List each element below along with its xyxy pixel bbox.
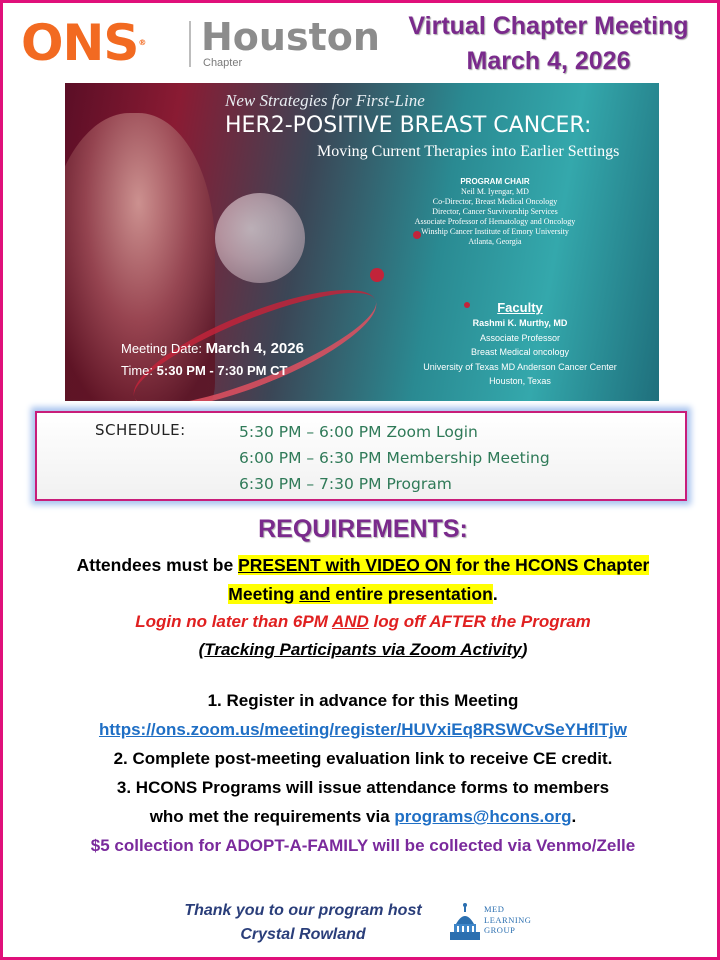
- program-banner: [65, 83, 659, 401]
- sponsor-name: [484, 904, 531, 936]
- logo-city: Houston: [201, 15, 380, 59]
- host-thanks: [163, 899, 443, 947]
- tracking-paren: ): [521, 640, 528, 659]
- schedule-item: 6:00 PM – 6:30 PM Membership Meeting: [239, 449, 550, 467]
- requirements-title: REQUIREMENTS:: [258, 515, 468, 543]
- req-period: .: [492, 584, 498, 604]
- req-text: Attendees must be: [76, 555, 239, 575]
- chair-name: Neil M. Iyengar, MD: [461, 187, 529, 196]
- steps-list: [3, 686, 720, 860]
- login-text: log off AFTER the Program: [368, 612, 591, 631]
- sponsor-line: LEARNING: [484, 914, 532, 925]
- chair-title-line: Associate Professor of Hematology and Oncology: [414, 217, 576, 226]
- meeting-title: Virtual Chapter Meeting: [408, 12, 689, 40]
- meeting-details: [121, 338, 304, 382]
- faculty-title-line: Breast Medical oncology: [470, 347, 570, 357]
- register-link[interactable]: https://ons.zoom.us/meeting/register/HUVxiEq8RSWCvSeYHflTjw: [98, 720, 628, 739]
- logo-brand: ONS: [21, 14, 139, 72]
- meeting-date-label: Meeting Date:: [121, 341, 202, 356]
- faculty-institution: University of Texas MD Anderson Cancer Center: [423, 361, 617, 372]
- step-attendance: 3. HCONS Programs will issue attendance forms to members: [116, 778, 610, 797]
- attendance-requirement: [13, 551, 713, 609]
- faculty-label: Faculty: [497, 300, 543, 315]
- registered-mark-icon: ®: [138, 38, 146, 47]
- meeting-header: [391, 9, 706, 79]
- decorative-dots: [370, 268, 384, 282]
- banner-subtitle-bottom: Moving Current Therapies into Earlier Settings: [317, 143, 620, 160]
- chair-title-line: Director, Cancer Survivorship Services: [432, 207, 558, 216]
- chair-location: Atlanta, Georgia: [468, 237, 522, 246]
- login-and: AND: [331, 612, 369, 631]
- banner-subtitle-top: New Strategies for First-Line: [225, 91, 425, 110]
- meeting-date-heading: March 4, 2026: [466, 47, 631, 75]
- program-chair-block: [365, 177, 625, 247]
- sponsor-line: MED: [484, 904, 505, 914]
- schedule-list: [239, 419, 550, 497]
- faculty-location: Houston, Texas: [489, 376, 551, 386]
- req-and-highlight: and: [299, 584, 331, 604]
- ons-houston-logo: [21, 13, 381, 73]
- schedule-label: SCHEDULE:: [95, 421, 186, 439]
- banner-title: HER2-POSITIVE BREAST CANCER:: [225, 113, 592, 138]
- programs-email-link[interactable]: programs@hcons.org: [394, 807, 572, 826]
- req-text-highlight: for the HCONS Chapter: [451, 555, 650, 575]
- program-chair-label: PROGRAM CHAIR: [460, 177, 530, 186]
- tracking-paren: (: [198, 640, 205, 659]
- chair-title-line: Co-Director, Breast Medical Oncology: [432, 197, 558, 206]
- faculty-block: [395, 300, 645, 389]
- logo-divider: [189, 21, 191, 67]
- schedule-item: 6:30 PM – 7:30 PM Program: [239, 475, 452, 493]
- logo-chapter: Chapter: [203, 57, 243, 69]
- req-text-highlight: entire presentation: [330, 584, 493, 604]
- meeting-time-label: Time:: [121, 363, 154, 378]
- capitol-dome-icon: [448, 902, 482, 942]
- req-present-video-highlight: PRESENT with VIDEO ON: [238, 555, 452, 575]
- sponsor-line: GROUP: [484, 925, 516, 935]
- host-name: Crystal Rowland: [240, 926, 366, 943]
- meeting-date-value: March 4, 2026: [205, 340, 304, 357]
- tracking-text: Tracking Participants via Zoom Activity: [204, 640, 522, 659]
- cell-image: [215, 193, 305, 283]
- chair-institution: Winship Cancer Institute of Emory University: [421, 227, 569, 236]
- collection-note: $5 collection for ADOPT-A-FAMILY will be collected via Venmo/Zelle: [90, 836, 636, 855]
- schedule-item: 5:30 PM – 6:00 PM Zoom Login: [239, 423, 478, 441]
- faculty-title-line: Associate Professor: [479, 332, 561, 343]
- login-text: Login no later than 6PM: [135, 612, 332, 631]
- faculty-name: Rashmi K. Murthy, MD: [472, 318, 568, 328]
- step-period: .: [571, 807, 577, 826]
- med-learning-group-logo: [448, 900, 558, 946]
- tracking-note: [3, 640, 720, 660]
- login-instruction: [3, 612, 720, 632]
- thanks-text: Thank you to our program host: [184, 902, 422, 919]
- step-attendance-cont: who met the requirements via: [149, 807, 395, 826]
- meeting-time-value: 5:30 PM - 7:30 PM CT: [156, 363, 288, 378]
- step-register: 1. Register in advance for this Meeting: [207, 691, 519, 710]
- schedule-box: [35, 411, 687, 501]
- step-evaluation: 2. Complete post-meeting evaluation link to receive CE credit.: [113, 749, 613, 768]
- req-text-highlight: Meeting: [228, 584, 300, 604]
